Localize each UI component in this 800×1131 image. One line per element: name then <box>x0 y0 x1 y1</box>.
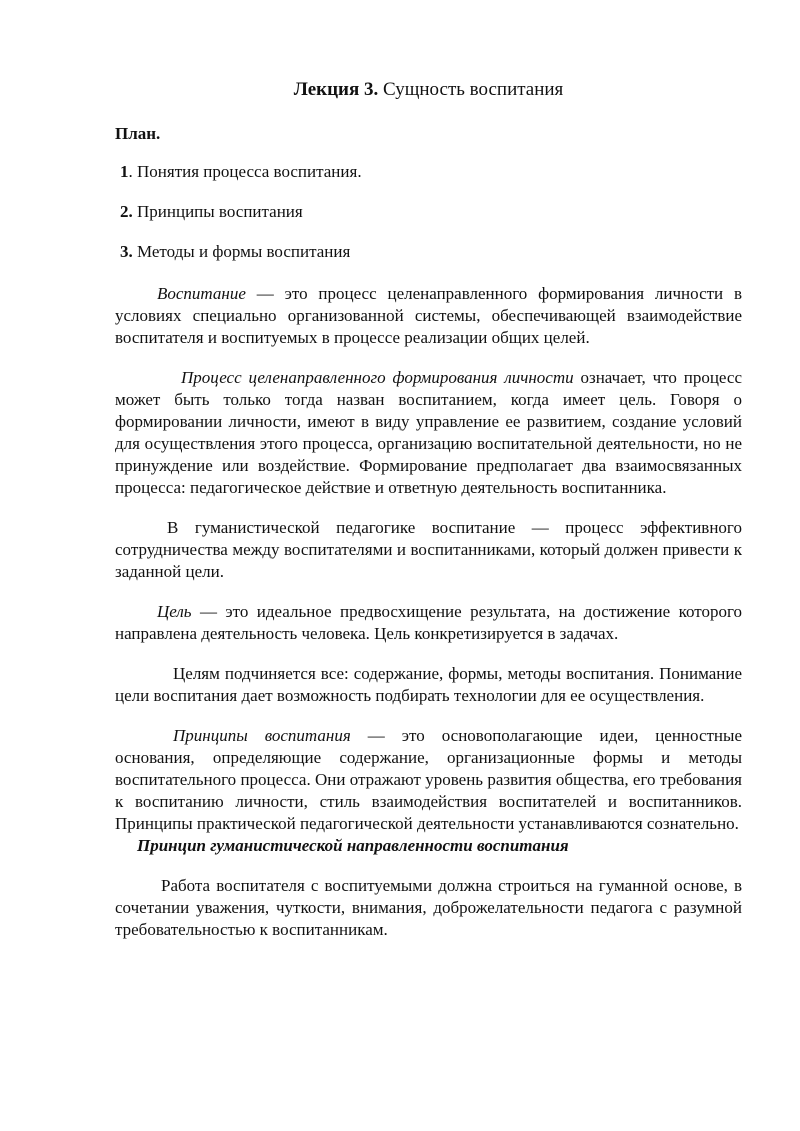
plan-heading: План. <box>115 124 161 143</box>
paragraph-upbringing-definition <box>115 283 742 349</box>
page-title <box>115 78 742 102</box>
plan-item-number: 3. <box>120 242 133 261</box>
paragraph-text: — это основополагающие идеи, ценностные основания, определяющие содержание, организационные формы и методы воспитательного процесса. Они отражают уровень развития общества, его требования к воспитанию личности, стиль взаимодействия воспитателей и воспитанников. Принципы практической педагогической деятельности устанавливаются сознательно. <box>115 726 742 833</box>
plan-item-text: Методы и формы воспитания <box>132 242 351 261</box>
plan-item-text: . Понятия процесса воспитания. <box>128 162 362 181</box>
plan-item-text: Принципы воспитания <box>132 202 303 221</box>
paragraph-educator-work: Работа воспитателя с воспитуемыми должна строиться на гуманной основе, в сочетании уважения, чуткости, внимания, доброжелательности педагога с разумной требовательностью к воспитанникам. <box>115 876 742 939</box>
title-lecture-number: Лекция 3. <box>293 79 379 100</box>
paragraph-text: означает, что процесс может быть только тогда назван воспитанием, когда имеет цель. Говоря о формировании личности, имеют в виду управление ее развитием, создание условий для осуществления этого процесса, организацию воспитательной деятельности, но не принуждение или воздействие. Формирование предполагает два взаимосвязанных процесса: педагогическое действие и ответную деятельность воспитанника. <box>115 368 742 497</box>
paragraph-goals-subordinate: Целям подчиняется все: содержание, формы, методы воспитания. Понимание цели воспитания дает возможность подбирать технологии для ее осуществления. <box>115 664 742 705</box>
term-goal: Цель <box>157 602 192 621</box>
term-principles: Принципы воспитания <box>173 726 351 745</box>
section-heading-humanistic-principle: Принцип гуманистической направленности воспитания <box>137 836 569 855</box>
plan-item-number: 2. <box>120 202 133 221</box>
paragraph-goal-definition <box>115 601 742 645</box>
term-purposeful-formation: Процесс целенаправленного формирования личности <box>181 368 574 387</box>
term-upbringing: Воспитание <box>157 284 246 303</box>
document-page <box>115 78 742 941</box>
title-topic: Сущность воспитания <box>378 79 564 100</box>
plan-item-number: 1 <box>120 162 129 181</box>
plan-item-2 <box>120 201 742 223</box>
paragraph-text: — это процесс целенаправленного формирования личности в условиях специально организованной системы, обеспечивающей взаимодействие воспитателя и воспитуемых в процессе реализации общих целей. <box>115 284 742 347</box>
paragraph-principles-definition <box>115 725 742 835</box>
paragraph-purposeful-process <box>115 367 742 499</box>
paragraph-humanistic-pedagogy: В гуманистической педагогике воспитание — процесс эффективного сотрудничества между воспитателями и воспитанниками, который должен привести к заданной цели. <box>115 518 742 581</box>
plan-item-3 <box>120 241 742 263</box>
plan-item-1 <box>120 161 742 183</box>
paragraph-text: — это идеальное предвосхищение результата, на достижение которого направлена деятельность человека. Цель конкретизируется в задачах. <box>115 602 742 643</box>
